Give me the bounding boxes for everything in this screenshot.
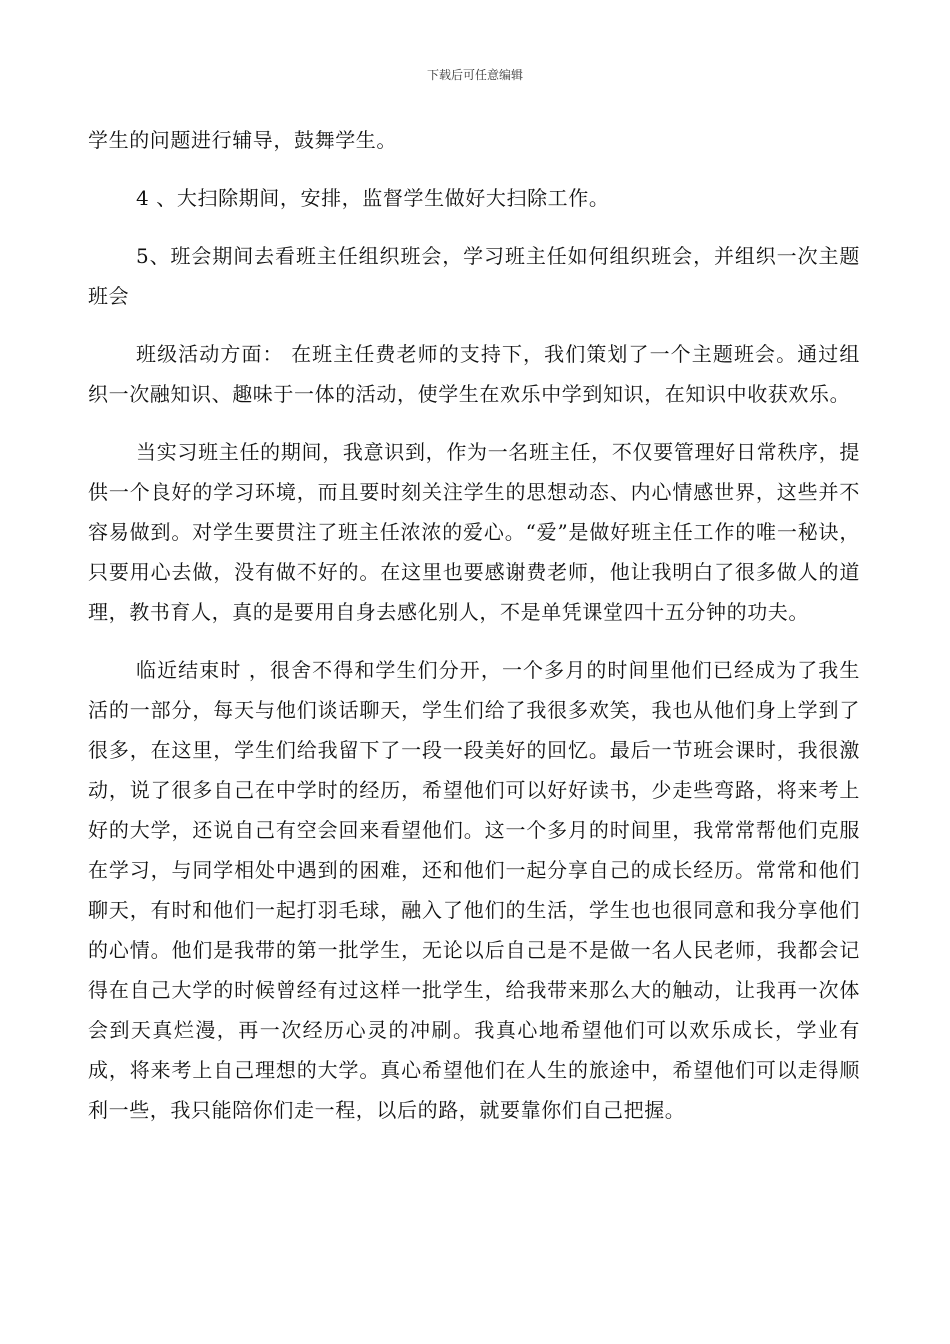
- paragraph-class-activities: 班级活动方面： 在班主任费老师的支持下，我们策划了一个主题班会。通过组织一次融知识、趣味于一体的活动，使学生在欢乐中学到知识，在知识中收获欢乐。: [88, 342, 860, 406]
- paragraph-reflection: 当实习班主任的期间，我意识到，作为一名班主任，不仅要管理好日常秩序，提供一个良好的学习环境，而且要时刻关注学生的思想动态、内心情感世界，这些并不容易做到。对学生要贯注了班主任浓浓的爱心。“爱”是做好班主任工作的唯一秘诀，只要用心去做，没有做不好的。在这里也要感谢费老师，他让我明白了很多做人的道理，教书育人，真的是要用自身去感化别人，不是单凭课堂四十五分钟的功夫。: [88, 440, 860, 624]
- page-header: 下载后可任意编辑: [426, 68, 523, 82]
- document-body: [88, 120, 860, 1148]
- paragraph-item-5: 5、班会期间去看班主任组织班会，学习班主任如何组织班会，并组织一次主题班会: [88, 244, 860, 308]
- paragraph-item-4: 4 、大扫除期间，安排，监督学生做好大扫除工作。: [136, 186, 610, 210]
- paragraph-continuation: 学生的问题进行辅导，鼓舞学生。: [88, 128, 397, 152]
- paragraph-farewell: 临近结束时 ，很舍不得和学生们分开，一个多月的时间里他们已经成为了我生活的一部分，每天与他们谈话聊天，学生们给了我很多欢笑，我也从他们身上学到了很多，在这里，学生们给我留下了一段一段美好的回忆。最后一节班会课时，我很激动，说了很多自己在中学时的经历，希望他们可以好好读书，少走些弯路，将来考上好的大学，还说自己有空会回来看望他们。这一个多月的时间里，我常常帮他们克服在学习，与同学相处中遇到的困难，还和他们一起分享自己的成长经历。常常和他们聊天，有时和他们一起打羽毛球，融入了他们的生活，学生也也很同意和我分享他们的心情。他们是我带的第一批学生，无论以后自己是不是做一名人民老师，我都会记得在自己大学的时候曾经有过这样一批学生，给我带来那么大的触动，让我再一次体会到天真烂漫，再一次经历心灵的冲刷。我真心地希望他们可以欢乐成长，学业有成，将来考上自己理想的大学。真心希望他们在人生的旅途中，希望他们可以走得顺利一些，我只能陪你们走一程，以后的路，就要靠你们自己把握。: [88, 658, 860, 1122]
